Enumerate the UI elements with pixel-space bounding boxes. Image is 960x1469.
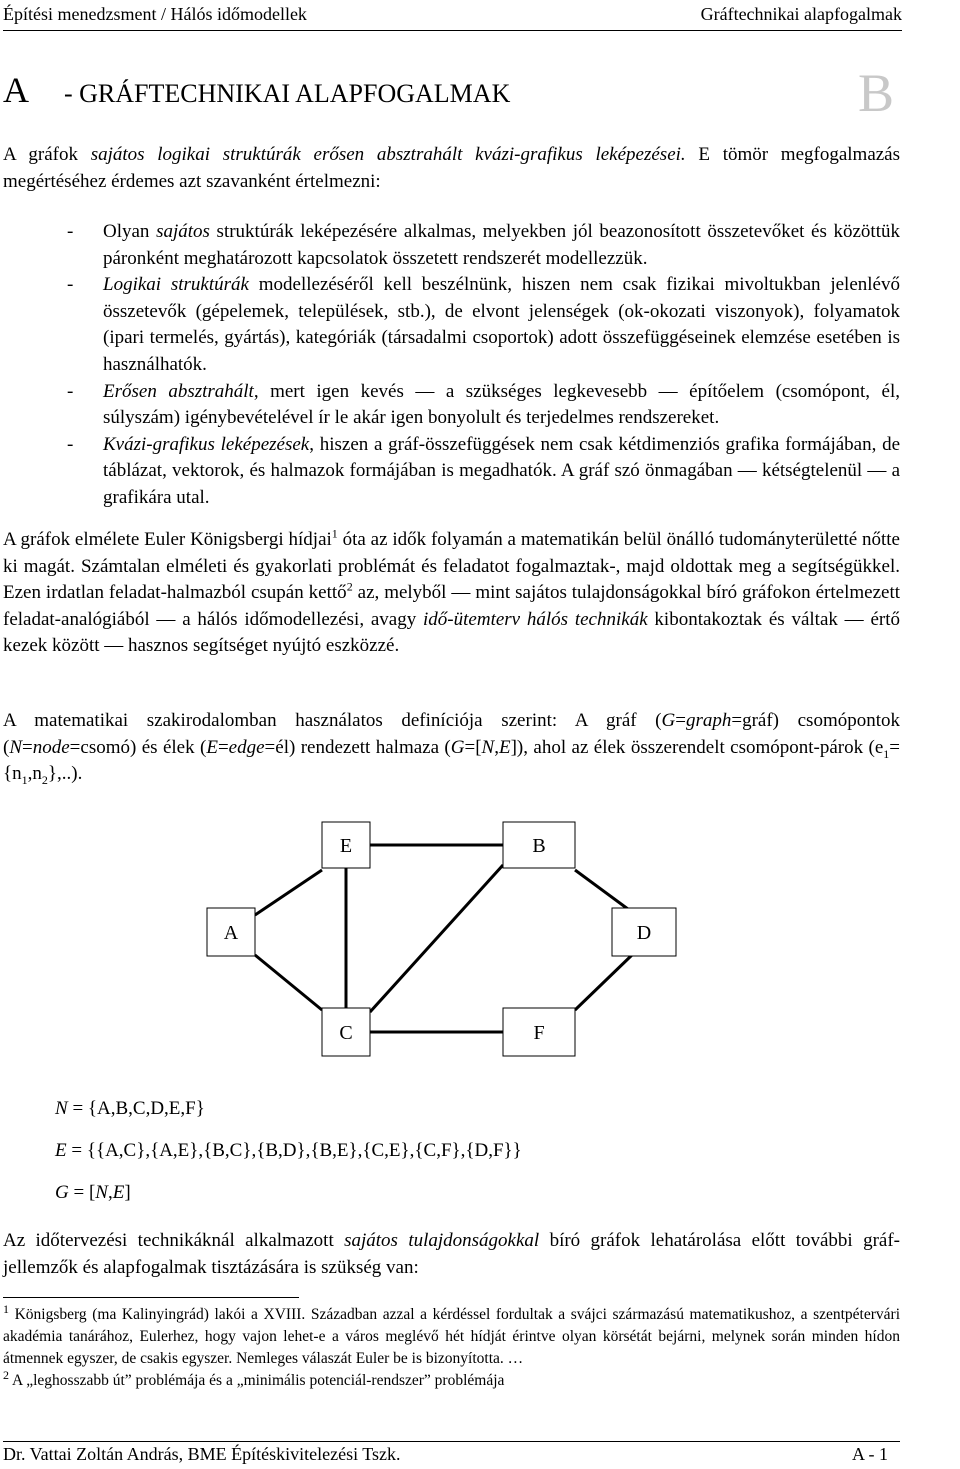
edge-b-d xyxy=(575,870,632,912)
para-text: = xyxy=(675,710,686,731)
edge-a-c xyxy=(255,955,322,1010)
subscript: 1 xyxy=(21,772,28,787)
list-dash: - xyxy=(67,274,74,296)
item-emphasis: Kvázi-grafikus leképezések xyxy=(103,433,310,455)
symbol-e: E xyxy=(206,736,218,758)
item-text: modellezéséről kell beszélnünk, hiszen nem csak fizikai mivoltukban jelenlévő összetevők (gépelemek, települések, stb.), de elvont jelenségek (ok-okozati viszonyok), folyamatok (ipari termelés, gyártás), kategóriák (társadalmi csoportok) adott összefüggéseinek elemzése esetében is használhatók. xyxy=(103,274,900,375)
para-text: ,n xyxy=(27,763,42,785)
symbol-n: N xyxy=(95,1182,108,1203)
para-text: ={n xyxy=(3,736,901,785)
page-header xyxy=(0,0,960,34)
para-text: =[ xyxy=(464,736,482,758)
header-right-title: Gráftechnikai alapfogalmak xyxy=(700,4,902,24)
intro-emphasis: sajátos logikai struktúrák erősen absztrahált kvázi-grafikus leképezései. xyxy=(90,144,686,165)
footnote-number: 1 xyxy=(3,1301,9,1316)
header-rule xyxy=(3,30,902,31)
subscript: 2 xyxy=(41,772,48,787)
footnote-text: Königsberg (ma Kalinyingrád) lakói a XVIII. Században azzal a kérdéssel fordultak a svájci származású matematikushoz, a szentpétervári akadémia tanárához, Eulerhez, hogy vajon lehet-e a város meglévő hét hídját érintve olyan körsétát bejárni, melynek során minden hídon átmennek egyszer, de csakis egyszer. Nemleges válaszát Euler be is bizonyította. … xyxy=(3,1306,900,1367)
list-item xyxy=(3,272,900,378)
para-text: },..). xyxy=(47,763,83,785)
set-value: = {{A,C},{A,E},{B,C},{B,D},{B,E},{C,E},{C,F},{D,F}} xyxy=(66,1140,522,1161)
term-edge: edge xyxy=(228,736,265,758)
list-dash: - xyxy=(67,433,74,455)
closing-paragraph xyxy=(3,1228,900,1281)
symbol-n: N xyxy=(481,736,495,758)
footnote-number: 2 xyxy=(3,1367,9,1382)
side-letter: B xyxy=(858,63,895,123)
para-emphasis: sajátos tulajdonságokkal xyxy=(344,1230,540,1251)
para-text: az, melyből — mint sajátos tulajdonságokkal bíró gráfokon értelmezett feladat-analógiából — a hálós időmodellezési, avagy xyxy=(3,582,901,630)
symbol-g: G xyxy=(450,736,465,758)
graph-diagram xyxy=(180,820,740,1060)
symbol-e: E xyxy=(498,736,511,758)
footnote-ref-1: 1 xyxy=(331,526,338,541)
definition-paragraph xyxy=(3,708,900,788)
footnote-1 xyxy=(3,1301,900,1370)
bullet-list xyxy=(3,219,900,512)
symbol-e: E xyxy=(112,1182,125,1203)
para-emphasis: idő-ütemterv hálós technikák xyxy=(423,608,648,630)
set-value: , xyxy=(107,1182,113,1203)
para-text: = xyxy=(217,736,229,758)
footnote-text: A „leghosszabb út” problémája és a „minimális potenciál-rendszer” problémája xyxy=(9,1372,505,1389)
intro-text-2: E tömör megfogalmazás megértéséhez érdemes azt szavanként értelmezni: xyxy=(3,144,901,192)
para-text: bíró gráfok lehatárolása előtt további gráf-jellemzők és alapfogalmak tisztázására is szükség van: xyxy=(3,1230,900,1278)
para-text: A gráfok elmélete Euler Königsbergi hídjai xyxy=(3,529,332,550)
node-c: C xyxy=(339,1022,353,1044)
chapter-letter: A xyxy=(3,70,29,110)
node-b: B xyxy=(532,835,546,857)
para-text: óta az idők folyamán a matematikán belül önálló tudományterületté nőtte ki magát. Számtalan elméleti és gyakorlati problémát és feladatot fogalmaztak-, majd oldottak meg a segítségükkel. Ezen irdatlan feladat-halmazból csupán kettő xyxy=(3,529,900,604)
list-item xyxy=(3,219,900,272)
node-a: A xyxy=(223,922,239,944)
term-graph: graph xyxy=(685,710,732,731)
footer-rule xyxy=(3,1441,900,1442)
para-text: ]), ahol az élek összerendelt csomópont-párok (e xyxy=(510,736,884,758)
para-text: kibontakoztak és váltak — értő kezek között — hasznos segítséget nyújtó eszközzé. xyxy=(3,608,900,657)
header-left-title: Építési menedzsment / Hálós időmodellek xyxy=(3,4,307,24)
item-text: Olyan xyxy=(103,221,157,242)
para-text: A matematikai szakirodalomban használatos definíciója szerint: A gráf ( xyxy=(3,710,662,731)
intro-paragraph xyxy=(3,142,900,195)
intro-text: A gráfok xyxy=(3,144,91,165)
item-text: struktúrák leképezésére alkalmas, melyekben jól beazonosított összetevőket és közöttük páronként meghatározott kapcsolatok összetett rendszerét modellezzük. xyxy=(103,221,900,269)
edge-b-c xyxy=(370,865,503,1012)
para-text: Az időtervezési technikáknál alkalmazott xyxy=(3,1230,345,1251)
symbol-n: N xyxy=(55,1098,68,1119)
list-item xyxy=(3,432,900,512)
footnotes xyxy=(3,1301,900,1392)
set-value: = [ xyxy=(68,1182,96,1203)
para-text: =csomó) és élek ( xyxy=(69,736,207,758)
set-value: ] xyxy=(124,1182,131,1203)
edge-a-e xyxy=(255,870,322,915)
list-item xyxy=(3,379,900,432)
para-text: = xyxy=(22,736,33,758)
footer-author: Dr. Vattai Zoltán András, BME Építéskivitelezési Tszk. xyxy=(3,1444,401,1464)
footnote-rule xyxy=(3,1297,299,1298)
node-set xyxy=(55,1096,205,1122)
graph-def xyxy=(55,1180,131,1206)
footnote-ref-2: 2 xyxy=(346,579,353,594)
symbol-n: N xyxy=(9,736,23,758)
chapter-title: - GRÁFTECHNIKAI ALAPFOGALMAK xyxy=(64,79,511,108)
term-node: node xyxy=(32,736,70,758)
symbol-g: G xyxy=(55,1182,69,1203)
item-emphasis: Erősen absztrahált xyxy=(103,380,254,402)
item-emphasis: sajátos xyxy=(156,221,210,242)
page-number: A - 1 xyxy=(852,1444,888,1464)
para-text: =gráf) csomópontok ( xyxy=(3,710,900,758)
item-text: , mert igen kevés — a szükséges legkevesebb — építőelem (csomópont, él, súlyszám) igénybevételével ír le akár igen bonyolult és terjedelmes rendszereket. xyxy=(103,380,900,429)
node-e: E xyxy=(339,835,353,857)
symbol-e: E xyxy=(55,1140,67,1161)
node-f: F xyxy=(533,1022,545,1044)
item-emphasis: Logikai struktúrák xyxy=(103,274,249,296)
edge-d-f xyxy=(575,955,632,1010)
set-value: = {A,B,C,D,E,F} xyxy=(67,1098,205,1119)
symbol-g: G xyxy=(661,710,676,731)
footnote-2 xyxy=(3,1367,900,1392)
para-text: , xyxy=(494,736,499,758)
node-d: D xyxy=(636,922,652,944)
list-dash: - xyxy=(67,221,74,242)
list-dash: - xyxy=(67,380,74,402)
subscript: 1 xyxy=(883,746,890,761)
euler-paragraph xyxy=(3,527,900,660)
item-text: , hiszen a gráf-összefüggések nem csak kétdimenziós grafika formájában, de táblázat, vektorok, és halmazok formájában is megadhatók. A gráf szó önmagában — kétségtelenül — a grafikára utal. xyxy=(103,433,901,508)
edge-set xyxy=(55,1138,522,1164)
para-text: =él) rendezett halmaza ( xyxy=(264,736,451,758)
